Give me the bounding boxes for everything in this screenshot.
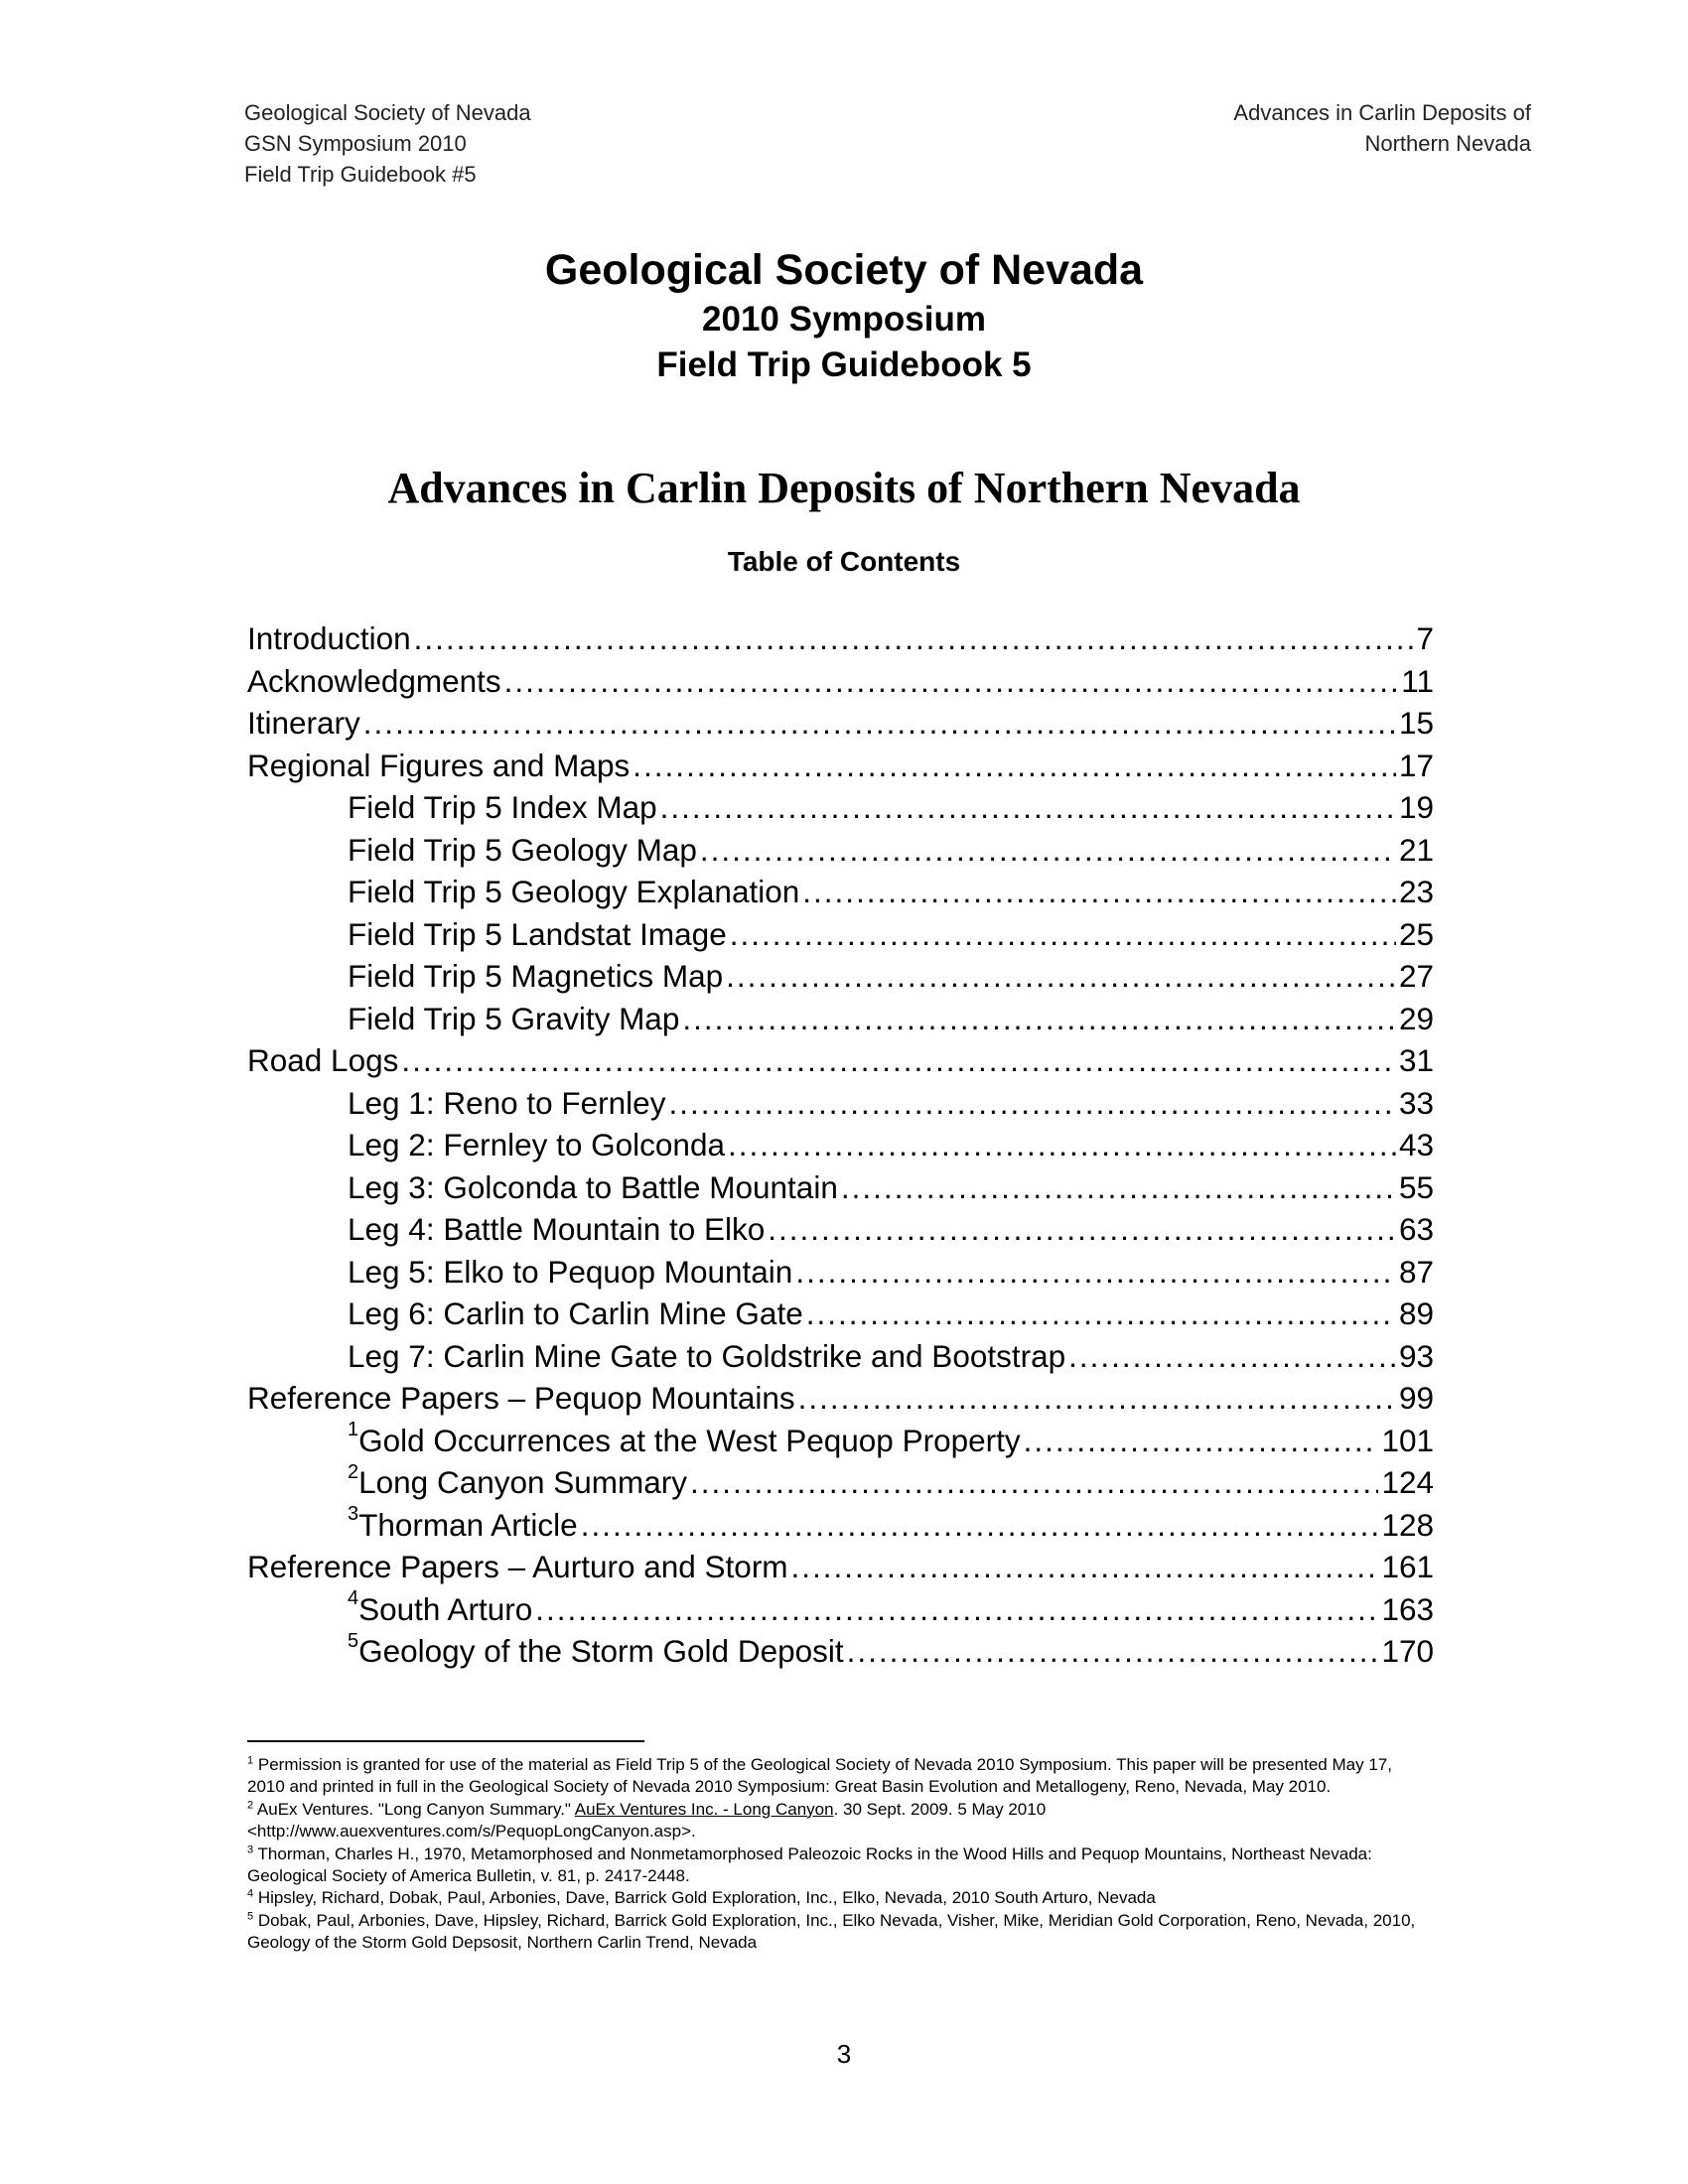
footnotes — [247, 1754, 1434, 1955]
guidebook-title: Field Trip Guidebook 5 — [656, 345, 1032, 384]
toc-entry[interactable] — [247, 1549, 1434, 1591]
toc-entry-label: Field Trip 5 Geology Explanation — [348, 874, 800, 909]
toc-dot-leader — [1068, 1338, 1396, 1375]
toc-entry-label: Itinerary — [247, 705, 360, 741]
toc-page-number: 31 — [1398, 1042, 1434, 1078]
toc-dot-leader — [504, 663, 1399, 700]
toc-entry-label: $^5$Geology of the Storm Gold Deposit — [348, 1629, 844, 1669]
toc-dot-leader — [401, 1042, 1396, 1079]
footnote-text: Permission is granted for use of the material as Field Trip 5 of the Geological Society of Nevada 2010 Symposium. This paper will be presented May 17, 2010 and printed in full in the Geological Society of Nevada 2010 Symposium: Great Basin Evolution and Metallogeny, Reno, Nevada, May 2010. — [247, 1755, 1392, 1797]
header-right-line: Northern Nevada — [1364, 131, 1531, 156]
toc-page-number: 161 — [1381, 1549, 1434, 1584]
toc-page-number: 19 — [1398, 789, 1434, 825]
running-header-left — [244, 97, 531, 190]
toc-entry-label: Introduction — [247, 620, 411, 656]
footnote-number: 3 — [247, 1843, 254, 1855]
toc-dot-leader — [806, 1296, 1396, 1332]
toc-dot-leader — [791, 1549, 1379, 1585]
toc-entry-label: Leg 3: Golconda to Battle Mountain — [348, 1168, 838, 1205]
toc-dot-leader — [795, 1254, 1396, 1291]
toc-dot-leader — [682, 1001, 1396, 1037]
toc-entry-label: $^1$Gold Occurrences at the West Pequop Property — [348, 1419, 1021, 1458]
toc-entry[interactable] — [247, 1042, 1434, 1085]
toc-dot-leader — [668, 1085, 1396, 1122]
toc-entry-label: Leg 1: Reno to Fernley — [348, 1084, 666, 1121]
toc-dot-leader — [690, 1464, 1378, 1501]
toc-page-number: 43 — [1398, 1127, 1434, 1162]
toc-entry-label: Acknowledgments — [247, 662, 501, 699]
toc-subentry[interactable] — [247, 1169, 1434, 1212]
document-title: Advances in Carlin Deposits of Northern Nevada — [387, 464, 1301, 512]
toc-subentry[interactable] — [247, 1503, 1434, 1550]
toc-dot-leader — [660, 789, 1396, 826]
footnote-text: Thorman, Charles H., 1970, Metamorphosed and Nonmetamorphosed Paleozoic Rocks in the Wood Hills and Pequop Mountains, Northeast Nevada: Geological Society of America Bulletin, v. 81, p. 2417-2448. — [247, 1843, 1372, 1886]
footnote-number: 1 — [247, 1754, 254, 1767]
toc-page-number: 99 — [1398, 1380, 1434, 1416]
toc-entry-label: Field Trip 5 Landstat Image — [348, 915, 727, 952]
toc-page-number: 55 — [1398, 1168, 1434, 1205]
toc-subentry[interactable] — [247, 1211, 1434, 1254]
header-right-line: Advances in Carlin Deposits of — [1233, 100, 1531, 125]
toc-subentry[interactable] — [247, 1419, 1434, 1465]
society-title: Geological Society of Nevada — [544, 246, 1144, 294]
toc-page-number: 87 — [1398, 1253, 1434, 1290]
toc-page-number: 23 — [1398, 874, 1434, 909]
toc-dot-leader — [730, 916, 1396, 953]
footnote-separator — [247, 1740, 644, 1742]
page-number: 3 — [836, 2039, 852, 2069]
toc-subentry[interactable] — [247, 832, 1434, 875]
toc-subentry[interactable] — [247, 1629, 1434, 1676]
table-of-contents — [247, 620, 1434, 1676]
toc-entry[interactable] — [247, 1380, 1434, 1423]
toc-subentry[interactable] — [247, 1254, 1434, 1297]
footnote-ref[interactable]: 2 — [348, 1460, 359, 1483]
footnote-4 — [247, 1887, 1434, 1909]
toc-subentry[interactable] — [247, 1296, 1434, 1338]
toc-dot-leader — [535, 1591, 1378, 1628]
toc-entry-label: Reference Papers – Pequop Mountains — [247, 1380, 795, 1416]
toc-entry-label: Leg 5: Elko to Pequop Mountain — [348, 1253, 793, 1290]
toc-page-number: 11 — [1401, 662, 1434, 699]
footnote-5 — [247, 1910, 1434, 1955]
toc-page-number: 17 — [1398, 747, 1434, 783]
toc-dot-leader — [1024, 1423, 1379, 1459]
toc-entry[interactable] — [247, 663, 1434, 706]
toc-entry-label: Leg 6: Carlin to Carlin Mine Gate — [348, 1296, 803, 1331]
toc-subentry[interactable] — [247, 874, 1434, 916]
toc-page-number: 163 — [1381, 1590, 1434, 1627]
toc-subentry[interactable] — [247, 1001, 1434, 1043]
footnote-2 — [247, 1799, 1434, 1843]
toc-entry[interactable] — [247, 705, 1434, 748]
toc-subentry[interactable] — [247, 1587, 1434, 1634]
toc-entry-label: Regional Figures and Maps — [247, 747, 631, 783]
toc-entry-label: Reference Papers – Aurturo and Storm — [247, 1549, 788, 1584]
toc-page-number: 93 — [1398, 1337, 1434, 1374]
footnote-number: 4 — [247, 1887, 254, 1900]
toc-subentry[interactable] — [247, 1127, 1434, 1169]
toc-page-number: 7 — [1416, 620, 1434, 656]
toc-dot-leader — [363, 705, 1396, 742]
toc-dot-leader — [728, 1127, 1396, 1163]
footnote-number: 5 — [247, 1910, 254, 1923]
toc-entry-label: $^3$Thorman Article — [348, 1503, 578, 1543]
toc-dot-leader — [847, 1633, 1379, 1670]
toc-subentry[interactable] — [247, 1085, 1434, 1128]
footnote-ref[interactable]: 3 — [348, 1503, 359, 1525]
toc-entry[interactable] — [247, 620, 1434, 663]
toc-entry-label: Leg 4: Battle Mountain to Elko — [348, 1211, 766, 1247]
running-header-right — [1233, 97, 1531, 159]
toc-dot-leader — [414, 620, 1414, 657]
toc-subentry[interactable] — [247, 789, 1434, 832]
toc-subentry[interactable] — [247, 1338, 1434, 1381]
toc-entry-label: Field Trip 5 Gravity Map — [348, 1000, 680, 1036]
toc-dot-leader — [768, 1211, 1396, 1248]
toc-entry-label: Leg 7: Carlin Mine Gate to Goldstrike and Bootstrap — [348, 1337, 1066, 1374]
footnote-number: 2 — [247, 1799, 254, 1812]
toc-page-number: 63 — [1398, 1211, 1434, 1247]
footnote-3 — [247, 1843, 1434, 1888]
toc-entry[interactable] — [247, 748, 1434, 790]
footnote-text: Hipsley, Richard, Dobak, Paul, Arbonies, Dave, Barrick Gold Exploration, Inc., Elko, Nevada, 2010 South Arturo, Nevada — [257, 1888, 1156, 1908]
toc-page-number: 124 — [1381, 1464, 1434, 1500]
toc-page-number: 29 — [1398, 1000, 1434, 1036]
symposium-title: 2010 Symposium — [702, 300, 986, 339]
toc-entry-label: Field Trip 5 Geology Map — [348, 831, 697, 868]
toc-entry-label: Leg 2: Fernley to Golconda — [348, 1127, 725, 1162]
toc-page-number: 101 — [1381, 1422, 1434, 1458]
footnote-link[interactable]: AuEx Ventures Inc. - Long Canyon — [574, 1799, 834, 1819]
toc-entry-label: $^2$Long Canyon Summary — [348, 1460, 688, 1500]
footnote-text: AuEx Ventures. "Long Canyon Summary." — [256, 1799, 575, 1819]
toc-dot-leader — [633, 748, 1396, 784]
footnote-ref[interactable]: 4 — [348, 1587, 359, 1609]
toc-page-number: 15 — [1398, 705, 1434, 741]
toc-entry-label: Field Trip 5 Magnetics Map — [348, 958, 724, 994]
toc-subentry[interactable] — [247, 1460, 1434, 1507]
toc-subentry[interactable] — [247, 958, 1434, 1001]
toc-page-number: 170 — [1381, 1633, 1434, 1669]
footnote-ref[interactable]: 5 — [348, 1629, 359, 1652]
toc-page-number: 25 — [1398, 915, 1434, 952]
toc-dot-leader — [841, 1169, 1396, 1206]
toc-dot-leader — [726, 958, 1396, 995]
header-left-line: Geological Society of Nevada — [244, 100, 531, 125]
header-left-line: GSN Symposium 2010 — [244, 131, 467, 156]
footnote-1 — [247, 1754, 1434, 1799]
toc-dot-leader — [581, 1507, 1379, 1544]
toc-entry-label: Road Logs — [247, 1042, 399, 1078]
toc-page-number: 89 — [1398, 1296, 1434, 1331]
toc-page-number: 21 — [1398, 831, 1434, 868]
toc-dot-leader — [802, 874, 1396, 910]
toc-page-number: 33 — [1398, 1084, 1434, 1121]
footnote-text: . 30 Sept. 2009. 5 May 2010 <http://www.auexventures.com/s/PequopLongCanyon.asp>. — [247, 1799, 1047, 1842]
toc-entry-label: Field Trip 5 Index Map — [348, 789, 657, 825]
toc-heading: Table of Contents — [727, 546, 961, 577]
header-left-line: Field Trip Guidebook #5 — [244, 162, 477, 187]
toc-page-number: 128 — [1381, 1506, 1434, 1543]
toc-entry-label: $^4$South Arturo — [348, 1587, 533, 1627]
toc-subentry[interactable] — [247, 916, 1434, 959]
footnote-ref[interactable]: 1 — [348, 1419, 359, 1440]
toc-page-number: 27 — [1398, 958, 1434, 994]
footnote-text: Dobak, Paul, Arbonies, Dave, Hipsley, Richard, Barrick Gold Exploration, Inc., Elko Nevada, Visher, Mike, Meridian Gold Corporation, Reno, Nevada, 2010, Geology of the Storm Gold Depsosit, Northern Carlin Trend, Nevada — [247, 1910, 1416, 1953]
toc-dot-leader — [700, 832, 1396, 869]
toc-dot-leader — [798, 1380, 1396, 1417]
